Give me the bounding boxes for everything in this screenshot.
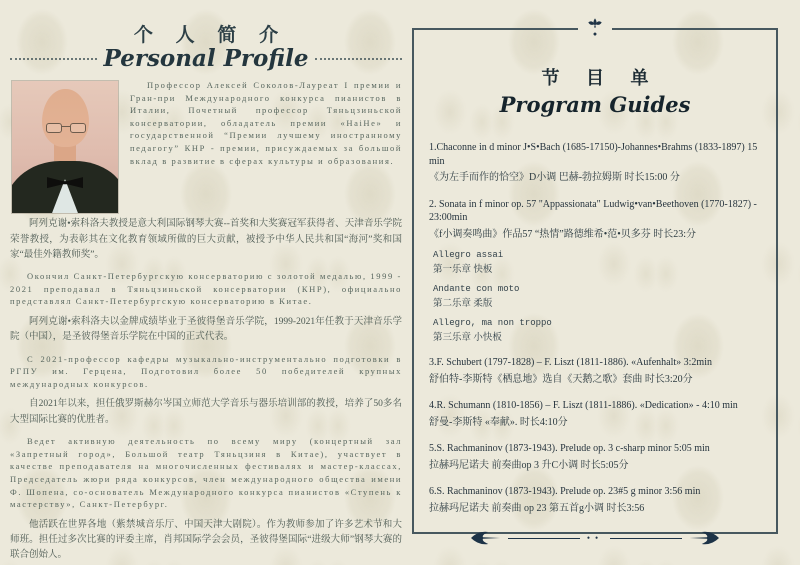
program-item-subtitle: 舒伯特-李斯特《栖息地》选自《天鹅之歌》套曲 时长3:20分 (429, 373, 693, 385)
bio-paragraph: 自2021年以来，担任俄罗斯赫尔岑国立师范大学音乐与器乐培训部的教授，培养了50多名大型国际比赛的优胜者。 (10, 399, 402, 425)
program-panel (412, 28, 778, 543)
movement-name: Allegro, ma non troppo (433, 318, 552, 328)
program-item-subtitle: 《f小调奏鸣曲》作品57 “热情”路德维希•范•贝多芬 时长23:分 (429, 228, 696, 240)
program-item (429, 141, 761, 185)
movement-name-zh: 第三乐章 小快板 (433, 333, 502, 343)
footer-divider (429, 529, 761, 547)
bio-paragraph: Окончил Санкт-Петербургскую консерваторию с золотой медалью, 1999 - 2021 преподавал в Тяньцзиньской консерватории (КНР), официально представлял Санкт-Петербургскую консерваторию в Китае. (10, 271, 402, 307)
program-item (429, 485, 761, 515)
left-title-block (102, 20, 311, 71)
program-item (429, 356, 761, 386)
left-title-row (10, 20, 402, 71)
program-item-title: 6.S. Rachmaninov (1873-1943). Prelude op. 23#5 g minor 3:56 min (429, 486, 701, 497)
divider-line (610, 538, 682, 539)
bio-paragraph: 阿列克谢•索科洛夫以金牌成绩毕业于圣彼得堡音乐学院，1999-2021年任教于天津音乐学院（中国），是圣彼得堡音乐学院在中国的正式代表。 (10, 317, 402, 343)
divider-dots: •• (586, 532, 604, 543)
program-item-subtitle: 拉赫玛尼诺夫 前奏曲 op 23 第五首g小调 时长3:56 (429, 502, 645, 514)
bio-paragraph: Профессор Алексей Соколов-Лауреат I премии и Гран-при Международного конкурса пианистов в Италии, Почетный профессор Тяньцзиньской консерватории, обладатель премии «HaiHe» и государственной “Премии лучшему иностранному педагогу” КНР - премии, присуждаемых за большой вклад в развитие в сферах культуры и образования. (130, 80, 402, 166)
movement (433, 284, 761, 309)
movement-name: Allegro assai (433, 250, 504, 260)
right-title-zh: 节 目 单 (541, 68, 660, 88)
dotted-divider-left (10, 58, 97, 60)
biography (10, 79, 402, 564)
program-item-subtitle: 舒曼-李斯特 «奉献». 时长4:10分 (429, 416, 568, 428)
right-title-en: Program Guides (499, 92, 691, 117)
movement (433, 318, 761, 343)
left-title-zh: 个 人 简 介 (133, 25, 288, 46)
program-content (414, 30, 776, 547)
program-item (429, 198, 761, 344)
portrait-head (42, 89, 89, 147)
movement-name-zh: 第一乐章 快板 (433, 265, 493, 275)
movement-name: Andante con moto (433, 284, 520, 294)
personal-profile-panel (10, 20, 402, 565)
bio-paragraph: Ведет активную деятельность по всему миру (концертный зал «Запретный город», Большой театр Тяньцзиня в Китае), участвует в качестве преподавателя на многочисленных фестивалях и мастер-классах, Председатель жюри ряда конкурсов, член международного общества имени Ф. Шопена, со-основатель Международного конкурса пианистов «Ступень к мастерству», Санкт-Петербург. (10, 436, 402, 510)
movement-list (433, 250, 761, 343)
program-item (429, 442, 761, 472)
program-item-title: 1.Chaconne in d minor J•S•Bach (1685-17150)-Johannes•Brahms (1833-1897) 15 min (429, 142, 758, 167)
bio-paragraph: 阿列克谢•索科洛夫教授是意大利国际钢琴大赛--首奖和大奖赛冠军获得者、天津音乐学院荣誉教授，为表彰其在文化教育领域所做的巨大贡献，被授予中华人民共和国“海河”奖和国家“最佳外籍教师奖”。 (10, 219, 402, 260)
program-item-title: 2. Sonata in f minor op. 57 "Appassionata" Ludwig•van•Beethoven (1770-1827) - 23:00min (429, 198, 757, 223)
glasses-icon (46, 123, 86, 134)
fleur-de-lis-icon: ● (578, 18, 612, 36)
bio-paragraph: С 2021-профессор кафедры музыкально-инструментально подготовки в РГПУ им. Герцена, Подготовил более 50 победителей крупных международных конкурсов. (10, 353, 402, 389)
program-item-subtitle: 拉赫玛尼诺夫 前奏曲op 3 升C小调 时长5:05分 (429, 459, 629, 471)
movement (433, 250, 761, 275)
fleur-arrow-left-icon (689, 529, 719, 547)
program-list (429, 141, 761, 547)
program-item-title: 3.F. Schubert (1797-1828) – F. Liszt (1811-1886). «Aufenhalt» 3:2min (429, 357, 712, 368)
divider-line (508, 538, 580, 539)
program-item (429, 399, 761, 429)
program-item-title: 4.R. Schumann (1810-1856) – F. Liszt (1811-1886). «Dedication» - 4:10 min (429, 400, 738, 411)
portrait-photo (12, 81, 118, 213)
left-title-en: Personal Profile (103, 45, 309, 72)
fleur-arrow-right-icon (471, 529, 501, 547)
movement-name-zh: 第二乐章 柔版 (433, 299, 493, 309)
bio-paragraph: 他活跃在世界各地（紫禁城音乐厅、中国天津大剧院）。作为教师参加了许多艺术节和大师班。担任过多次比赛的评委主席，肖邦国际学会会员，圣彼得堡国际“进级大师”钢琴大赛的联合创始人。 (10, 519, 402, 561)
dotted-divider-right (315, 58, 402, 60)
program-item-subtitle: 《为左手而作的恰空》D小调 巴赫-勃拉姆斯 时长15:00 分 (429, 172, 680, 183)
program-item-title: 5.S. Rachmaninov (1873-1943). Prelude op. 3 c-sharp minor 5:05 min (429, 443, 710, 454)
